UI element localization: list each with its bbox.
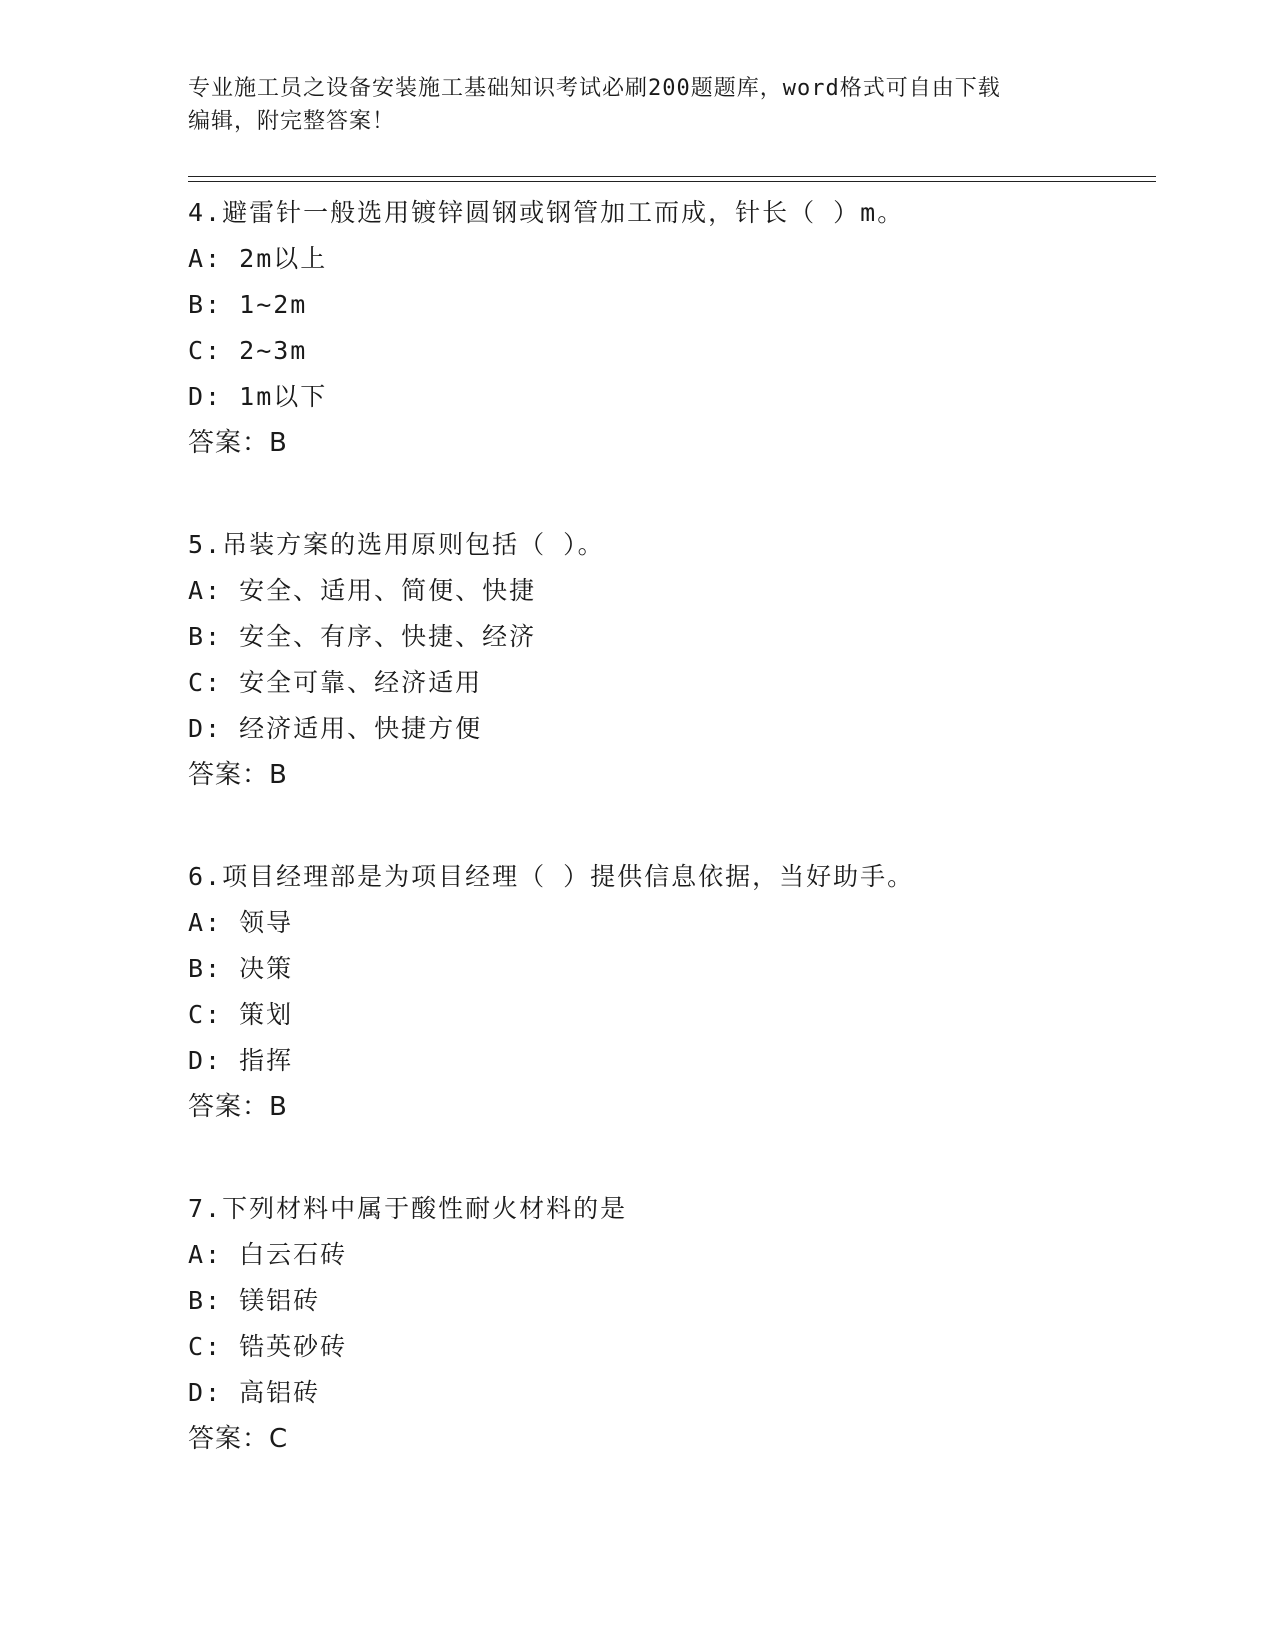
question-6: [188, 854, 1156, 1130]
answer-label: 答案：C: [188, 1424, 289, 1454]
answer-label: 答案：B: [188, 1092, 288, 1122]
question-list: [188, 190, 1156, 1462]
option-a: A: 白云石砖: [188, 1240, 348, 1269]
option-d: D: 指挥: [188, 1046, 294, 1075]
answer-label: 答案：B: [188, 428, 288, 458]
option-a: A: 2m以上: [188, 244, 328, 273]
header-line-2: 编辑，附完整答案！: [188, 109, 396, 134]
option-b: B: 决策: [188, 954, 294, 983]
option-d: D: 经济适用、快捷方便: [188, 714, 483, 743]
header-line-1: 专业施工员之设备安装施工基础知识考试必刷200题题库，word格式可自由下载: [188, 76, 1001, 101]
option-a: A: 领导: [188, 908, 294, 937]
option-b: B: 镁铝砖: [188, 1286, 321, 1315]
question-stem: 4.避雷针一般选用镀锌圆钢或钢管加工而成，针长（ ）m。: [188, 198, 905, 227]
question-stem: 5.吊装方案的选用原则包括（ ）。: [188, 530, 605, 559]
question-5: [188, 522, 1156, 798]
option-c: C: 安全可靠、经济适用: [188, 668, 483, 697]
option-d: D: 1m以下: [188, 382, 328, 411]
question-stem: 6.项目经理部是为项目经理（ ）提供信息依据，当好助手。: [188, 862, 915, 891]
option-a: A: 安全、适用、简便、快捷: [188, 576, 537, 605]
header-divider-top: [188, 176, 1156, 177]
option-b: B: 1~2m: [188, 290, 308, 319]
document-header: [188, 72, 1088, 138]
option-b: B: 安全、有序、快捷、经济: [188, 622, 537, 651]
header-divider-bottom: [188, 181, 1156, 182]
answer-label: 答案：B: [188, 760, 288, 790]
option-c: C: 策划: [188, 1000, 294, 1029]
option-c: C: 锆英砂砖: [188, 1332, 348, 1361]
question-7: [188, 1186, 1156, 1462]
option-c: C: 2~3m: [188, 336, 308, 365]
question-4: [188, 190, 1156, 466]
question-stem: 7.下列材料中属于酸性耐火材料的是: [188, 1194, 628, 1223]
option-d: D: 高铝砖: [188, 1378, 321, 1407]
